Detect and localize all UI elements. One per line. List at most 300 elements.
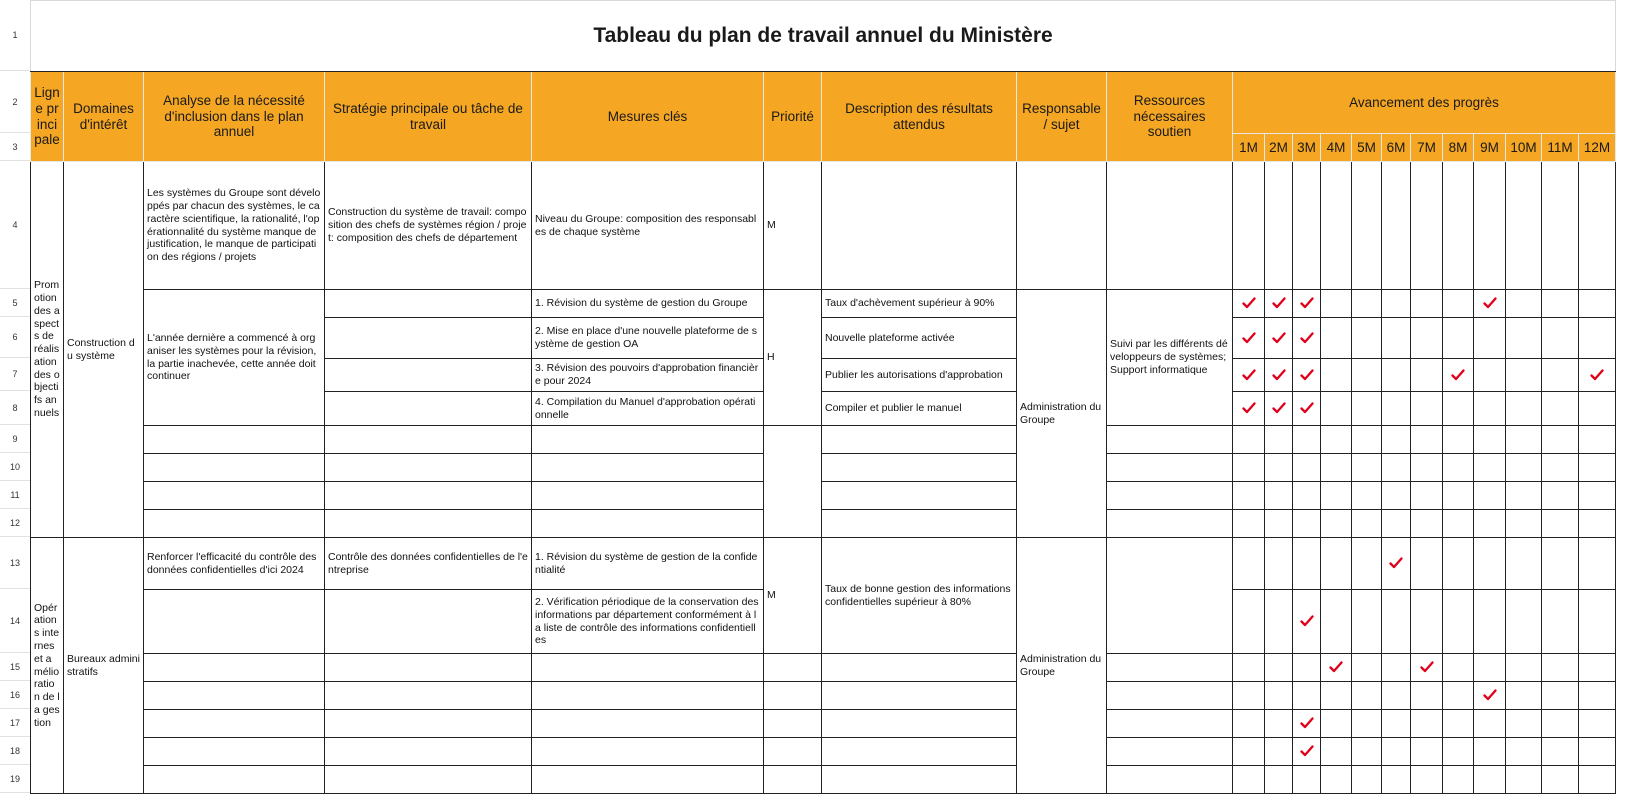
progress-cell[interactable] — [1542, 290, 1579, 318]
ressources-cell[interactable]: Suivi par les différents développeurs de systèmes; Support informatique — [1107, 290, 1233, 426]
progress-cell[interactable] — [1233, 318, 1265, 359]
row-number[interactable]: 16 — [0, 681, 30, 709]
progress-cell[interactable] — [1506, 710, 1542, 738]
progress-cell[interactable] — [1411, 682, 1443, 710]
progress-cell[interactable] — [1352, 392, 1382, 426]
progress-cell[interactable] — [1352, 454, 1382, 482]
progress-cell[interactable] — [1352, 682, 1382, 710]
progress-cell[interactable] — [1474, 290, 1506, 318]
strategie-cell[interactable] — [325, 766, 532, 794]
header-mesures[interactable]: Mesures clés — [532, 72, 764, 162]
progress-cell[interactable] — [1382, 538, 1411, 590]
progress-cell[interactable] — [1352, 162, 1382, 290]
mesure-cell[interactable]: 2. Mise en place d'une nouvelle plateforme de système de gestion OA — [532, 318, 764, 359]
description-cell[interactable]: Publier les autorisations d'approbation — [822, 359, 1017, 392]
strategie-cell[interactable] — [325, 738, 532, 766]
progress-cell[interactable] — [1293, 162, 1321, 290]
progress-cell[interactable] — [1321, 426, 1352, 454]
priorite-cell[interactable]: M — [764, 538, 822, 654]
progress-cell[interactable] — [1506, 426, 1542, 454]
progress-cell[interactable] — [1542, 510, 1579, 538]
progress-cell[interactable] — [1265, 426, 1293, 454]
progress-cell[interactable] — [1382, 162, 1411, 290]
ressources-cell[interactable] — [1107, 766, 1233, 794]
analyse-cell[interactable]: L'année dernière a commencé à organiser les systèmes pour la révision, la partie inachevée, cette année doit continuer — [144, 290, 325, 426]
analyse-cell[interactable] — [144, 710, 325, 738]
progress-cell[interactable] — [1474, 454, 1506, 482]
progress-cell[interactable] — [1579, 654, 1616, 682]
ressources-cell[interactable] — [1107, 538, 1233, 654]
progress-cell[interactable] — [1506, 738, 1542, 766]
progress-cell[interactable] — [1579, 454, 1616, 482]
progress-cell[interactable] — [1506, 359, 1542, 392]
priorite-cell[interactable] — [764, 654, 822, 682]
progress-cell[interactable] — [1233, 654, 1265, 682]
priorite-cell[interactable] — [764, 738, 822, 766]
header-priorite[interactable]: Priorité — [764, 72, 822, 162]
progress-cell[interactable] — [1411, 766, 1443, 794]
row-number[interactable]: 13 — [0, 537, 30, 589]
mesure-cell[interactable]: 2. Vérification périodique de la conservation des informations par département conformément à la liste de contrôle des informations confidentielles — [532, 590, 764, 654]
progress-cell[interactable] — [1265, 454, 1293, 482]
strategie-cell[interactable] — [325, 590, 532, 654]
progress-cell[interactable] — [1443, 290, 1474, 318]
strategie-cell[interactable] — [325, 426, 532, 454]
progress-cell[interactable] — [1579, 359, 1616, 392]
progress-cell[interactable] — [1321, 682, 1352, 710]
header-month[interactable]: 12M — [1579, 134, 1616, 162]
mesure-cell[interactable] — [532, 426, 764, 454]
progress-cell[interactable] — [1443, 454, 1474, 482]
progress-cell[interactable] — [1579, 482, 1616, 510]
progress-cell[interactable] — [1474, 710, 1506, 738]
responsable-cell[interactable] — [1017, 162, 1107, 290]
row-number[interactable]: 18 — [0, 737, 30, 765]
progress-cell[interactable] — [1352, 359, 1382, 392]
progress-cell[interactable] — [1265, 710, 1293, 738]
progress-cell[interactable] — [1411, 510, 1443, 538]
strategie-cell[interactable] — [325, 654, 532, 682]
ligne-principale-cell[interactable]: Promotion des aspects de réalisation des objectifs annuels — [31, 162, 64, 538]
progress-cell[interactable] — [1542, 426, 1579, 454]
progress-cell[interactable] — [1542, 590, 1579, 654]
progress-cell[interactable] — [1411, 290, 1443, 318]
priorite-cell[interactable] — [764, 766, 822, 794]
progress-cell[interactable] — [1542, 392, 1579, 426]
header-ligne-principale[interactable]: Ligne principale — [31, 72, 64, 162]
progress-cell[interactable] — [1474, 654, 1506, 682]
row-number[interactable]: 8 — [0, 391, 30, 425]
progress-cell[interactable] — [1382, 290, 1411, 318]
strategie-cell[interactable]: Contrôle des données confidentielles de l'entreprise — [325, 538, 532, 590]
progress-cell[interactable] — [1474, 510, 1506, 538]
progress-cell[interactable] — [1382, 318, 1411, 359]
progress-cell[interactable] — [1443, 482, 1474, 510]
strategie-cell[interactable] — [325, 710, 532, 738]
row-number[interactable]: 9 — [0, 425, 30, 453]
progress-cell[interactable] — [1443, 426, 1474, 454]
progress-cell[interactable] — [1542, 538, 1579, 590]
progress-cell[interactable] — [1352, 510, 1382, 538]
progress-cell[interactable] — [1443, 392, 1474, 426]
progress-cell[interactable] — [1321, 454, 1352, 482]
progress-cell[interactable] — [1542, 654, 1579, 682]
strategie-cell[interactable] — [325, 682, 532, 710]
header-month[interactable]: 9M — [1474, 134, 1506, 162]
mesure-cell[interactable] — [532, 482, 764, 510]
row-number[interactable]: 3 — [0, 133, 30, 161]
mesure-cell[interactable] — [532, 738, 764, 766]
analyse-cell[interactable] — [144, 590, 325, 654]
progress-cell[interactable] — [1321, 162, 1352, 290]
analyse-cell[interactable]: Renforcer l'efficacité du contrôle des données confidentielles d'ici 2024 — [144, 538, 325, 590]
progress-cell[interactable] — [1293, 710, 1321, 738]
responsable-cell[interactable]: Administration du Groupe — [1017, 290, 1107, 538]
progress-cell[interactable] — [1233, 359, 1265, 392]
header-month[interactable]: 1M — [1233, 134, 1265, 162]
progress-cell[interactable] — [1443, 682, 1474, 710]
row-number[interactable]: 6 — [0, 317, 30, 358]
progress-cell[interactable] — [1579, 682, 1616, 710]
progress-cell[interactable] — [1233, 682, 1265, 710]
progress-cell[interactable] — [1506, 654, 1542, 682]
description-cell[interactable] — [822, 426, 1017, 454]
progress-cell[interactable] — [1443, 738, 1474, 766]
mesure-cell[interactable] — [532, 654, 764, 682]
progress-cell[interactable] — [1382, 710, 1411, 738]
progress-cell[interactable] — [1506, 538, 1542, 590]
progress-cell[interactable] — [1382, 590, 1411, 654]
progress-cell[interactable] — [1352, 482, 1382, 510]
progress-cell[interactable] — [1382, 392, 1411, 426]
progress-cell[interactable] — [1542, 766, 1579, 794]
progress-cell[interactable] — [1542, 162, 1579, 290]
progress-cell[interactable] — [1579, 318, 1616, 359]
progress-cell[interactable] — [1411, 454, 1443, 482]
progress-cell[interactable] — [1293, 482, 1321, 510]
analyse-cell[interactable] — [144, 766, 325, 794]
progress-cell[interactable] — [1411, 162, 1443, 290]
progress-cell[interactable] — [1443, 510, 1474, 538]
progress-cell[interactable] — [1506, 682, 1542, 710]
header-month[interactable]: 11M — [1542, 134, 1579, 162]
progress-cell[interactable] — [1411, 482, 1443, 510]
progress-cell[interactable] — [1233, 290, 1265, 318]
progress-cell[interactable] — [1579, 162, 1616, 290]
row-number[interactable]: 1 — [0, 0, 30, 71]
progress-cell[interactable] — [1506, 454, 1542, 482]
progress-cell[interactable] — [1443, 538, 1474, 590]
progress-cell[interactable] — [1233, 392, 1265, 426]
progress-cell[interactable] — [1443, 590, 1474, 654]
progress-cell[interactable] — [1352, 710, 1382, 738]
progress-cell[interactable] — [1265, 392, 1293, 426]
progress-cell[interactable] — [1352, 538, 1382, 590]
mesure-cell[interactable] — [532, 454, 764, 482]
progress-cell[interactable] — [1579, 426, 1616, 454]
progress-cell[interactable] — [1474, 359, 1506, 392]
progress-cell[interactable] — [1352, 290, 1382, 318]
progress-cell[interactable] — [1352, 426, 1382, 454]
progress-cell[interactable] — [1579, 510, 1616, 538]
priorite-cell[interactable]: H — [764, 290, 822, 426]
description-cell[interactable] — [822, 482, 1017, 510]
strategie-cell[interactable] — [325, 482, 532, 510]
progress-cell[interactable] — [1233, 766, 1265, 794]
header-domaines[interactable]: Domaines d'intérêt — [64, 72, 144, 162]
ressources-cell[interactable] — [1107, 654, 1233, 682]
progress-cell[interactable] — [1542, 710, 1579, 738]
strategie-cell[interactable] — [325, 454, 532, 482]
ressources-cell[interactable] — [1107, 682, 1233, 710]
mesure-cell[interactable] — [532, 710, 764, 738]
progress-cell[interactable] — [1321, 654, 1352, 682]
progress-cell[interactable] — [1265, 359, 1293, 392]
analyse-cell[interactable] — [144, 426, 325, 454]
progress-cell[interactable] — [1542, 318, 1579, 359]
progress-cell[interactable] — [1293, 359, 1321, 392]
progress-cell[interactable] — [1352, 766, 1382, 794]
progress-cell[interactable] — [1382, 359, 1411, 392]
progress-cell[interactable] — [1293, 654, 1321, 682]
progress-cell[interactable] — [1293, 590, 1321, 654]
strategie-cell[interactable] — [325, 359, 532, 392]
progress-cell[interactable] — [1293, 318, 1321, 359]
analyse-cell[interactable] — [144, 654, 325, 682]
description-cell[interactable] — [822, 682, 1017, 710]
progress-cell[interactable] — [1382, 482, 1411, 510]
ressources-cell[interactable] — [1107, 510, 1233, 538]
progress-cell[interactable] — [1233, 738, 1265, 766]
progress-cell[interactable] — [1233, 538, 1265, 590]
progress-cell[interactable] — [1411, 654, 1443, 682]
analyse-cell[interactable]: Les systèmes du Groupe sont développés par chacun des systèmes, le caractère scientifique, la rationalité, l'opérationnalité du système manque de justification, le manque de participation des régions / projets — [144, 162, 325, 290]
ressources-cell[interactable] — [1107, 454, 1233, 482]
strategie-cell[interactable] — [325, 318, 532, 359]
progress-cell[interactable] — [1474, 392, 1506, 426]
description-cell[interactable] — [822, 710, 1017, 738]
progress-cell[interactable] — [1411, 359, 1443, 392]
progress-cell[interactable] — [1382, 738, 1411, 766]
progress-cell[interactable] — [1579, 710, 1616, 738]
row-number[interactable]: 17 — [0, 709, 30, 737]
progress-cell[interactable] — [1542, 454, 1579, 482]
progress-cell[interactable] — [1265, 738, 1293, 766]
row-number[interactable]: 2 — [0, 71, 30, 133]
mesure-cell[interactable]: 1. Révision du système de gestion de la confidentialité — [532, 538, 764, 590]
ressources-cell[interactable] — [1107, 738, 1233, 766]
progress-cell[interactable] — [1233, 590, 1265, 654]
progress-cell[interactable] — [1579, 766, 1616, 794]
progress-cell[interactable] — [1293, 538, 1321, 590]
header-month[interactable]: 8M — [1443, 134, 1474, 162]
analyse-cell[interactable] — [144, 682, 325, 710]
ligne-principale-cell[interactable]: Opérations internes et amélioration de la gestion — [31, 538, 64, 794]
progress-cell[interactable] — [1411, 590, 1443, 654]
progress-cell[interactable] — [1321, 318, 1352, 359]
progress-cell[interactable] — [1352, 590, 1382, 654]
header-strategie[interactable]: Stratégie principale ou tâche de travail — [325, 72, 532, 162]
progress-cell[interactable] — [1443, 318, 1474, 359]
progress-cell[interactable] — [1579, 290, 1616, 318]
row-number[interactable]: 11 — [0, 481, 30, 509]
row-number[interactable]: 19 — [0, 765, 30, 793]
progress-cell[interactable] — [1352, 738, 1382, 766]
progress-cell[interactable] — [1474, 318, 1506, 359]
progress-cell[interactable] — [1265, 482, 1293, 510]
progress-cell[interactable] — [1411, 392, 1443, 426]
progress-cell[interactable] — [1474, 766, 1506, 794]
sheet-title[interactable]: Tableau du plan de travail annuel du Ministère — [31, 1, 1616, 72]
progress-cell[interactable] — [1579, 738, 1616, 766]
header-month[interactable]: 7M — [1411, 134, 1443, 162]
progress-cell[interactable] — [1474, 538, 1506, 590]
ressources-cell[interactable] — [1107, 162, 1233, 290]
header-month[interactable]: 2M — [1265, 134, 1293, 162]
progress-cell[interactable] — [1474, 738, 1506, 766]
progress-cell[interactable] — [1321, 710, 1352, 738]
responsable-cell[interactable]: Administration du Groupe — [1017, 538, 1107, 794]
progress-cell[interactable] — [1265, 510, 1293, 538]
progress-cell[interactable] — [1506, 766, 1542, 794]
progress-cell[interactable] — [1443, 654, 1474, 682]
description-cell[interactable]: Compiler et publier le manuel — [822, 392, 1017, 426]
description-cell[interactable] — [822, 654, 1017, 682]
row-number[interactable]: 4 — [0, 161, 30, 289]
progress-cell[interactable] — [1579, 392, 1616, 426]
ressources-cell[interactable] — [1107, 710, 1233, 738]
header-avancement[interactable]: Avancement des progrès — [1233, 72, 1616, 134]
progress-cell[interactable] — [1321, 359, 1352, 392]
progress-cell[interactable] — [1579, 590, 1616, 654]
progress-cell[interactable] — [1411, 426, 1443, 454]
progress-cell[interactable] — [1321, 510, 1352, 538]
progress-cell[interactable] — [1265, 590, 1293, 654]
progress-cell[interactable] — [1474, 682, 1506, 710]
header-analyse[interactable]: Analyse de la nécessité d'inclusion dans le plan annuel — [144, 72, 325, 162]
mesure-cell[interactable] — [532, 510, 764, 538]
progress-cell[interactable] — [1443, 766, 1474, 794]
priorite-cell[interactable]: M — [764, 162, 822, 290]
progress-cell[interactable] — [1411, 710, 1443, 738]
progress-cell[interactable] — [1443, 359, 1474, 392]
row-number[interactable]: 10 — [0, 453, 30, 481]
progress-cell[interactable] — [1233, 426, 1265, 454]
progress-cell[interactable] — [1265, 318, 1293, 359]
progress-cell[interactable] — [1321, 482, 1352, 510]
description-cell[interactable] — [822, 162, 1017, 290]
row-number[interactable]: 14 — [0, 589, 30, 653]
progress-cell[interactable] — [1233, 482, 1265, 510]
progress-cell[interactable] — [1474, 162, 1506, 290]
progress-cell[interactable] — [1443, 162, 1474, 290]
progress-cell[interactable] — [1293, 426, 1321, 454]
priorite-cell[interactable] — [764, 426, 822, 538]
progress-cell[interactable] — [1382, 766, 1411, 794]
analyse-cell[interactable] — [144, 738, 325, 766]
row-number[interactable]: 12 — [0, 509, 30, 537]
header-ressources[interactable]: Ressources nécessaires soutien — [1107, 72, 1233, 162]
progress-cell[interactable] — [1321, 738, 1352, 766]
mesure-cell[interactable]: 4. Compilation du Manuel d'approbation opérationnelle — [532, 392, 764, 426]
description-cell[interactable] — [822, 738, 1017, 766]
strategie-cell[interactable] — [325, 510, 532, 538]
analyse-cell[interactable] — [144, 510, 325, 538]
row-number[interactable]: 7 — [0, 358, 30, 391]
header-responsable[interactable]: Responsable / sujet — [1017, 72, 1107, 162]
progress-cell[interactable] — [1293, 510, 1321, 538]
row-number[interactable]: 5 — [0, 289, 30, 317]
progress-cell[interactable] — [1443, 710, 1474, 738]
progress-cell[interactable] — [1382, 682, 1411, 710]
progress-cell[interactable] — [1542, 482, 1579, 510]
progress-cell[interactable] — [1321, 392, 1352, 426]
progress-cell[interactable] — [1321, 538, 1352, 590]
strategie-cell[interactable]: Construction du système de travail: composition des chefs de systèmes région / projet: composition des chefs de département — [325, 162, 532, 290]
progress-cell[interactable] — [1506, 162, 1542, 290]
header-month[interactable]: 3M — [1293, 134, 1321, 162]
header-month[interactable]: 4M — [1321, 134, 1352, 162]
progress-cell[interactable] — [1233, 510, 1265, 538]
mesure-cell[interactable] — [532, 682, 764, 710]
strategie-cell[interactable] — [325, 392, 532, 426]
header-month[interactable]: 5M — [1352, 134, 1382, 162]
progress-cell[interactable] — [1542, 359, 1579, 392]
description-cell[interactable] — [822, 766, 1017, 794]
description-cell[interactable] — [822, 454, 1017, 482]
progress-cell[interactable] — [1411, 538, 1443, 590]
strategie-cell[interactable] — [325, 290, 532, 318]
analyse-cell[interactable] — [144, 482, 325, 510]
progress-cell[interactable] — [1233, 710, 1265, 738]
progress-cell[interactable] — [1233, 162, 1265, 290]
progress-cell[interactable] — [1542, 738, 1579, 766]
description-cell[interactable]: Nouvelle plateforme activée — [822, 318, 1017, 359]
progress-cell[interactable] — [1265, 538, 1293, 590]
mesure-cell[interactable] — [532, 766, 764, 794]
header-description[interactable]: Description des résultats attendus — [822, 72, 1017, 162]
progress-cell[interactable] — [1382, 510, 1411, 538]
progress-cell[interactable] — [1506, 392, 1542, 426]
mesure-cell[interactable]: 1. Révision du système de gestion du Groupe — [532, 290, 764, 318]
progress-cell[interactable] — [1506, 290, 1542, 318]
progress-cell[interactable] — [1542, 682, 1579, 710]
header-month[interactable]: 6M — [1382, 134, 1411, 162]
priorite-cell[interactable] — [764, 682, 822, 710]
progress-cell[interactable] — [1265, 766, 1293, 794]
progress-cell[interactable] — [1506, 590, 1542, 654]
mesure-cell[interactable]: 3. Révision des pouvoirs d'approbation financière pour 2024 — [532, 359, 764, 392]
priorite-cell[interactable] — [764, 710, 822, 738]
domaine-cell[interactable]: Bureaux administratifs — [64, 538, 144, 794]
progress-cell[interactable] — [1474, 482, 1506, 510]
progress-cell[interactable] — [1506, 318, 1542, 359]
header-month[interactable]: 10M — [1506, 134, 1542, 162]
progress-cell[interactable] — [1293, 290, 1321, 318]
progress-cell[interactable] — [1352, 654, 1382, 682]
progress-cell[interactable] — [1321, 766, 1352, 794]
row-number[interactable]: 15 — [0, 653, 30, 681]
progress-cell[interactable] — [1411, 318, 1443, 359]
progress-cell[interactable] — [1506, 482, 1542, 510]
progress-cell[interactable] — [1579, 538, 1616, 590]
progress-cell[interactable] — [1352, 318, 1382, 359]
progress-cell[interactable] — [1293, 682, 1321, 710]
progress-cell[interactable] — [1233, 454, 1265, 482]
progress-cell[interactable] — [1265, 290, 1293, 318]
progress-cell[interactable] — [1411, 738, 1443, 766]
progress-cell[interactable] — [1293, 738, 1321, 766]
